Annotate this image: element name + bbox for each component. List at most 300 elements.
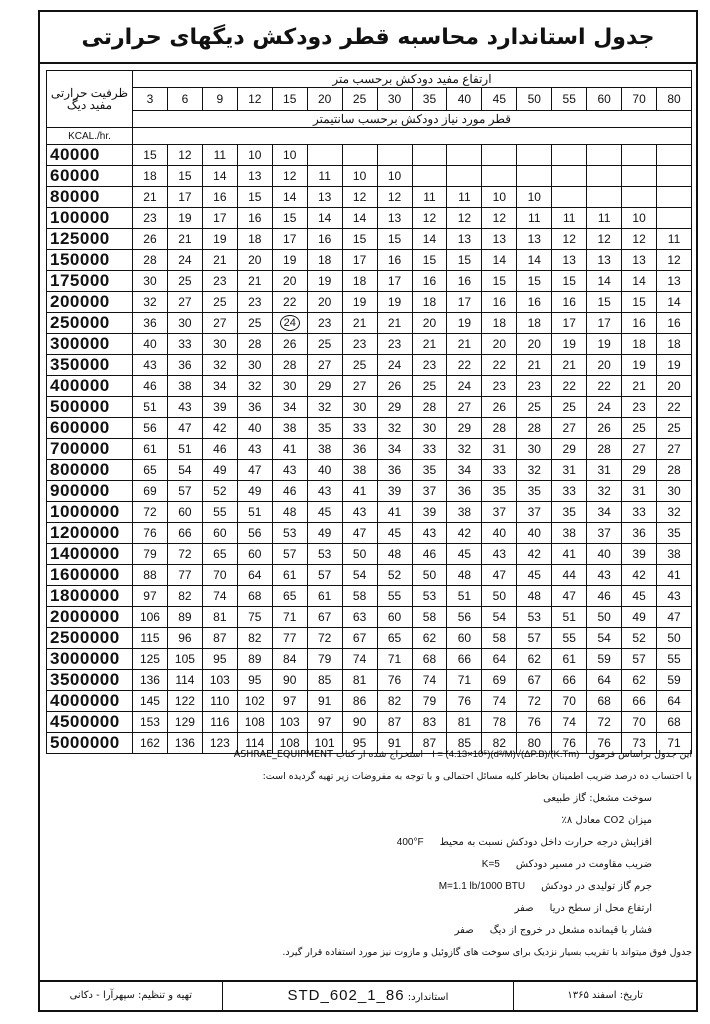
diameter-cell: 37: [587, 523, 622, 544]
diameter-cell: 14: [622, 271, 657, 292]
diameter-cell: 29: [447, 418, 482, 439]
diameter-cell: 37: [482, 502, 517, 523]
diameter-cell: 30: [342, 397, 377, 418]
diameter-cell: 15: [342, 229, 377, 250]
diameter-cell: [307, 145, 342, 166]
diameter-cell: [587, 166, 622, 187]
diameter-cell: 53: [412, 586, 447, 607]
diameter-cell: 62: [622, 670, 657, 691]
diameter-cell: 36: [167, 355, 202, 376]
diameter-cell: 81: [342, 670, 377, 691]
height-col-45: 45: [482, 88, 517, 111]
diameter-cell: [587, 145, 622, 166]
diameter-cell: [552, 145, 587, 166]
diameter-cell: 43: [133, 355, 168, 376]
diameter-cell: 46: [133, 376, 168, 397]
diameter-cell: 32: [133, 292, 168, 313]
diameter-cell: [482, 145, 517, 166]
diameter-cell: 45: [447, 544, 482, 565]
diameter-cell: 87: [412, 733, 447, 754]
diameter-cell: 68: [587, 691, 622, 712]
diameter-cell: 26: [377, 376, 412, 397]
diameter-cell: 52: [202, 481, 237, 502]
capacity-header-line1: ظرفیت حرارتی: [50, 86, 129, 100]
diameter-cell: 36: [622, 523, 657, 544]
diameter-cell: 38: [167, 376, 202, 397]
diameter-cell: 15: [167, 166, 202, 187]
diameter-cell: 14: [272, 187, 307, 208]
diameter-cell: 19: [272, 250, 307, 271]
date-value: اسفند ۱۳۶۵: [567, 990, 617, 1001]
diameter-cell: 21: [237, 271, 272, 292]
table-row: [47, 460, 692, 481]
diameter-cell: 76: [447, 691, 482, 712]
diameter-cell: 22: [447, 355, 482, 376]
diameter-cell: 75: [237, 607, 272, 628]
diameter-cell: 58: [342, 586, 377, 607]
height-col-6: 6: [167, 88, 202, 111]
diameter-cell: 34: [447, 460, 482, 481]
diameter-cell: 45: [517, 565, 552, 586]
diameter-cell: 46: [202, 439, 237, 460]
diameter-cell: 16: [622, 313, 657, 334]
diameter-cell: 32: [202, 355, 237, 376]
capacity-cell: 175000: [47, 271, 133, 292]
table-row: [47, 565, 692, 586]
diameter-cell: 47: [237, 460, 272, 481]
diameter-cell: 16: [447, 271, 482, 292]
diameter-cell: 13: [552, 250, 587, 271]
capacity-cell: 100000: [47, 208, 133, 229]
diameter-cell: 87: [202, 628, 237, 649]
diameter-cell: 20: [657, 376, 692, 397]
diameter-cell: 66: [622, 691, 657, 712]
diameter-cell: 16: [517, 292, 552, 313]
assumption-label: ارتفاع محل از سطح دریا: [549, 903, 652, 914]
assumption-item: [48, 854, 692, 876]
diameter-cell: 110: [202, 691, 237, 712]
diameter-cell: 90: [342, 712, 377, 733]
diameter-cell: 15: [377, 229, 412, 250]
diameter-cell: 19: [377, 292, 412, 313]
assumption-label: افزایش درجه حرارت داخل دودکش نسبت به محیط: [439, 837, 652, 848]
diameter-cell: 15: [133, 145, 168, 166]
diameter-cell: 38: [552, 523, 587, 544]
diameter-cell: 67: [342, 628, 377, 649]
table-row: [47, 649, 692, 670]
capacity-cell: 200000: [47, 292, 133, 313]
diameter-cell: 18: [412, 292, 447, 313]
diameter-cell: 39: [202, 397, 237, 418]
diameter-cell: 26: [587, 418, 622, 439]
diameter-cell: 21: [342, 313, 377, 334]
diameter-cell: 125: [133, 649, 168, 670]
diameter-cell: 79: [133, 544, 168, 565]
diameter-cell: 97: [133, 586, 168, 607]
diameter-cell: 82: [167, 586, 202, 607]
diameter-cell: 11: [447, 187, 482, 208]
diameter-cell: 19: [342, 292, 377, 313]
table-row: [47, 376, 692, 397]
diameter-cell: 59: [657, 670, 692, 691]
diameter-cell: 49: [237, 481, 272, 502]
diameter-cell: 54: [342, 565, 377, 586]
capacity-cell: 4500000: [47, 712, 133, 733]
capacity-cell: 5000000: [47, 733, 133, 754]
diameter-cell: 17: [447, 292, 482, 313]
diameter-cell: 87: [377, 712, 412, 733]
diameter-cell: 16: [657, 313, 692, 334]
diameter-cell: 34: [272, 397, 307, 418]
diameter-cell: [622, 187, 657, 208]
diameter-cell: 61: [272, 565, 307, 586]
diameter-cell: 41: [657, 565, 692, 586]
diameter-cell: 71: [377, 649, 412, 670]
assumption-label: فشار با قیمانده مشعل در خروج از دیگ: [489, 925, 652, 936]
diameter-cell: [552, 166, 587, 187]
capacity-cell: 400000: [47, 376, 133, 397]
diameter-cell: 57: [622, 649, 657, 670]
diameter-cell: 91: [307, 691, 342, 712]
diameter-cell: 25: [307, 334, 342, 355]
diameter-cell: 14: [307, 208, 342, 229]
diameter-cell: 83: [412, 712, 447, 733]
diameter-cell: 37: [517, 502, 552, 523]
diameter-cell: 46: [587, 586, 622, 607]
diameter-cell: 95: [202, 649, 237, 670]
diameter-cell: 35: [482, 481, 517, 502]
diameter-cell: 24: [167, 250, 202, 271]
diameter-cell: 25: [237, 313, 272, 334]
diameter-cell: 86: [342, 691, 377, 712]
diameter-cell: 32: [307, 397, 342, 418]
circled-value: 24: [280, 315, 300, 331]
diameter-cell: 12: [272, 166, 307, 187]
table-row: [47, 250, 692, 271]
diameter-cell: 29: [307, 376, 342, 397]
diameter-cell: 53: [272, 523, 307, 544]
diameter-cell: 42: [447, 523, 482, 544]
height-col-12: 12: [237, 88, 272, 111]
formula-source: استخراج شده از کتاب ASHRAE_EQUIPMENT: [233, 749, 424, 760]
diameter-cell: 33: [167, 334, 202, 355]
diameter-cell: 45: [622, 586, 657, 607]
diameter-cell: 70: [552, 691, 587, 712]
diameter-cell: 13: [657, 271, 692, 292]
capacity-cell: 4000000: [47, 691, 133, 712]
capacity-cell: 600000: [47, 418, 133, 439]
diameter-cell: 16: [307, 229, 342, 250]
heights-row: [47, 88, 692, 111]
table-row: [47, 208, 692, 229]
diameter-cell: 12: [447, 208, 482, 229]
diameter-cell: 26: [133, 229, 168, 250]
diameter-cell: 15: [272, 208, 307, 229]
diameter-cell: 56: [237, 523, 272, 544]
diameter-cell: 20: [517, 334, 552, 355]
diameter-cell: 70: [202, 565, 237, 586]
diameter-cell: 27: [342, 376, 377, 397]
diameter-cell: 82: [377, 691, 412, 712]
diameter-cell: 14: [482, 250, 517, 271]
diameter-cell: 35: [657, 523, 692, 544]
diameter-cell: 50: [342, 544, 377, 565]
diameter-cell: 31: [587, 460, 622, 481]
diameter-cell: 57: [167, 481, 202, 502]
diameter-cell: 68: [237, 586, 272, 607]
diameter-cell: 51: [447, 586, 482, 607]
diameter-cell: 22: [552, 376, 587, 397]
assumption-item: [48, 810, 692, 832]
diameter-cell: 41: [552, 544, 587, 565]
diameter-cell: 25: [517, 397, 552, 418]
diameter-cell: 11: [202, 145, 237, 166]
assumption-value: صفر: [454, 925, 474, 936]
table-row: [47, 523, 692, 544]
diameter-cell: 40: [517, 523, 552, 544]
diameter-cell: 15: [447, 250, 482, 271]
heights-caption: ارتفاع مفید دودکش برحسب متر: [133, 71, 692, 88]
diameter-cell: 77: [167, 565, 202, 586]
diameter-cell: 76: [133, 523, 168, 544]
table-row: [47, 355, 692, 376]
diameter-cell: 49: [307, 523, 342, 544]
diameter-cell: 114: [237, 733, 272, 754]
footer: [40, 980, 696, 1010]
diameter-cell: 13: [517, 229, 552, 250]
diameter-cell: 22: [272, 292, 307, 313]
closing-note: جدول فوق میتواند با تقریب بسیار نزدیک برای سوخت های گازوئیل و مازوت نیز مورد استفاده قرار گیرد.: [282, 947, 692, 958]
standard-label: استاندارد:: [407, 992, 449, 1003]
diameter-cell: 51: [552, 607, 587, 628]
table-row: [47, 607, 692, 628]
capacity-cell: 3500000: [47, 670, 133, 691]
diameter-cell: 47: [657, 607, 692, 628]
diameter-cell: 21: [202, 250, 237, 271]
diameter-cell: 85: [307, 670, 342, 691]
diameter-cell: 15: [237, 187, 272, 208]
diameter-cell: 32: [377, 418, 412, 439]
diameter-cell: 35: [517, 481, 552, 502]
diameter-cell: 45: [307, 502, 342, 523]
capacity-cell: 350000: [47, 355, 133, 376]
diameter-cell: 10: [237, 145, 272, 166]
capacity-header: [47, 71, 133, 128]
diameter-cell: 13: [237, 166, 272, 187]
diameter-cell: [622, 166, 657, 187]
diameter-cell: 15: [412, 250, 447, 271]
diameter-cell: 145: [133, 691, 168, 712]
diameter-cell: 114: [167, 670, 202, 691]
diameter-cell: 81: [447, 712, 482, 733]
diameter-cell: 19: [657, 355, 692, 376]
diameter-cell: 22: [482, 355, 517, 376]
diameter-cell: 23: [622, 397, 657, 418]
diameter-cell: 28: [482, 418, 517, 439]
diameter-cell: 76: [587, 733, 622, 754]
table-row: [47, 712, 692, 733]
assumption-value: M=1.1 lb/1000 BTU: [438, 881, 526, 892]
capacity-cell: 300000: [47, 334, 133, 355]
diameter-cell: 95: [237, 670, 272, 691]
diameter-cell: 71: [657, 733, 692, 754]
diameter-cell: 19: [202, 229, 237, 250]
diameter-cell: 13: [447, 229, 482, 250]
diameter-cell: 10: [272, 145, 307, 166]
diameter-cell: 55: [202, 502, 237, 523]
diameter-cell: 10: [482, 187, 517, 208]
diameter-cell: 59: [587, 649, 622, 670]
diameter-cell: 36: [447, 481, 482, 502]
diameter-cell: 26: [272, 334, 307, 355]
capacity-cell: 3000000: [47, 649, 133, 670]
diameter-caption: قطر مورد نیاز دودکش برحسب سانتیمتر: [133, 111, 692, 128]
diameter-cell: 90: [272, 670, 307, 691]
diameter-cell: 10: [517, 187, 552, 208]
diameter-cell: 47: [482, 565, 517, 586]
date-label: تاریخ:: [619, 990, 643, 1001]
diameter-cell: 58: [482, 628, 517, 649]
diameter-cell: 48: [377, 544, 412, 565]
diameter-cell: 15: [552, 271, 587, 292]
diameter-cell: 23: [412, 355, 447, 376]
diameter-cell: 25: [412, 376, 447, 397]
diameter-cell: 10: [377, 166, 412, 187]
diameter-cell: 68: [657, 712, 692, 733]
diameter-cell: 54: [587, 628, 622, 649]
diameter-cell: 74: [202, 586, 237, 607]
diameter-cell: [517, 145, 552, 166]
diameter-cell: 27: [657, 439, 692, 460]
capacity-cell: 1600000: [47, 565, 133, 586]
diameter-cell: 40: [307, 460, 342, 481]
diameter-cell: 16: [377, 250, 412, 271]
capacity-cell: 900000: [47, 481, 133, 502]
diameter-cell: 60: [447, 628, 482, 649]
table-row: [47, 670, 692, 691]
diameter-cell: 97: [272, 691, 307, 712]
formula-line: [48, 744, 692, 766]
capacity-cell: 80000: [47, 187, 133, 208]
diameter-cell: 39: [412, 502, 447, 523]
assumption-label: سوخت مشعل: گاز طبیعی: [543, 793, 652, 804]
diameter-cell: 36: [342, 439, 377, 460]
diameter-cell: 74: [412, 670, 447, 691]
diameter-cell: 50: [412, 565, 447, 586]
table-row: [47, 691, 692, 712]
diameter-cell: 76: [377, 670, 412, 691]
diameter-cell: 34: [377, 439, 412, 460]
diameter-cell: 43: [272, 460, 307, 481]
diameter-cell: 20: [272, 271, 307, 292]
diameter-cell: 57: [272, 544, 307, 565]
diameter-cell: 43: [307, 481, 342, 502]
diameter-cell: 65: [133, 460, 168, 481]
diameter-cell: 37: [412, 481, 447, 502]
diameter-cell: 27: [447, 397, 482, 418]
diameter-cell: 136: [167, 733, 202, 754]
diameter-cell: 24: [587, 397, 622, 418]
diameter-cell: 23: [237, 292, 272, 313]
diameter-cell: [552, 187, 587, 208]
diameter-cell: 122: [167, 691, 202, 712]
diameter-cell: 129: [167, 712, 202, 733]
diameter-cell: 64: [587, 670, 622, 691]
capacity-cell: 60000: [47, 166, 133, 187]
diameter-cell: 70: [622, 712, 657, 733]
diameter-cell: 136: [133, 670, 168, 691]
diameter-cell: 12: [552, 229, 587, 250]
diameter-cell: 78: [482, 712, 517, 733]
diameter-cell: 18: [342, 271, 377, 292]
diameter-cell: 43: [342, 502, 377, 523]
diameter-cell: 42: [622, 565, 657, 586]
diameter-cell: 38: [272, 418, 307, 439]
diameter-cell: 108: [237, 712, 272, 733]
diameter-cell: 71: [272, 607, 307, 628]
diameter-cell: 58: [412, 607, 447, 628]
diameter-cell: 72: [307, 628, 342, 649]
diameter-cell: 13: [377, 208, 412, 229]
diameter-cell: 55: [377, 586, 412, 607]
chimney-diameter-table: [46, 70, 692, 754]
diameter-cell: 18: [622, 334, 657, 355]
diameter-cell: 30: [133, 271, 168, 292]
diameter-cell: 20: [237, 250, 272, 271]
diameter-cell: 19: [552, 334, 587, 355]
diameter-cell: 79: [307, 649, 342, 670]
diameter-cell: 42: [202, 418, 237, 439]
diameter-cell: 14: [202, 166, 237, 187]
diameter-cell: 20: [587, 355, 622, 376]
height-col-70: 70: [622, 88, 657, 111]
diameter-cell: 85: [447, 733, 482, 754]
diameter-cell: 16: [482, 292, 517, 313]
diameter-cell: 60: [167, 502, 202, 523]
diameter-cell: 30: [657, 481, 692, 502]
diameter-cell: 61: [133, 439, 168, 460]
page-title: جدول استاندارد محاسبه قطر دودکش دیگهای حرارتی: [40, 12, 696, 64]
diameter-cell: 23: [482, 376, 517, 397]
diameter-cell: 62: [517, 649, 552, 670]
assumption-list: [48, 788, 692, 942]
diameter-cell: [587, 187, 622, 208]
assumption-item: [48, 832, 692, 854]
diameter-cell: 88: [133, 565, 168, 586]
diameter-cell: 54: [482, 607, 517, 628]
diameter-cell: 12: [412, 208, 447, 229]
diameter-cell: 13: [587, 250, 622, 271]
diameter-cell: 36: [377, 460, 412, 481]
diameter-cell: 97: [307, 712, 342, 733]
diameter-cell: 14: [517, 250, 552, 271]
assumption-item: [48, 876, 692, 898]
diameter-cell: 153: [133, 712, 168, 733]
diameter-cell: 18: [517, 313, 552, 334]
diameter-cell: 17: [272, 229, 307, 250]
diameter-cell: 40: [133, 334, 168, 355]
diameter-cell: 43: [482, 544, 517, 565]
diameter-cell: 52: [377, 565, 412, 586]
diameter-cell: 11: [307, 166, 342, 187]
diameter-cell: 31: [552, 460, 587, 481]
diameter-cell: 21: [133, 187, 168, 208]
diameter-cell: 35: [552, 502, 587, 523]
table-row: [47, 628, 692, 649]
diameter-cell: 47: [167, 418, 202, 439]
diameter-cell: 43: [587, 565, 622, 586]
diameter-cell: 12: [622, 229, 657, 250]
